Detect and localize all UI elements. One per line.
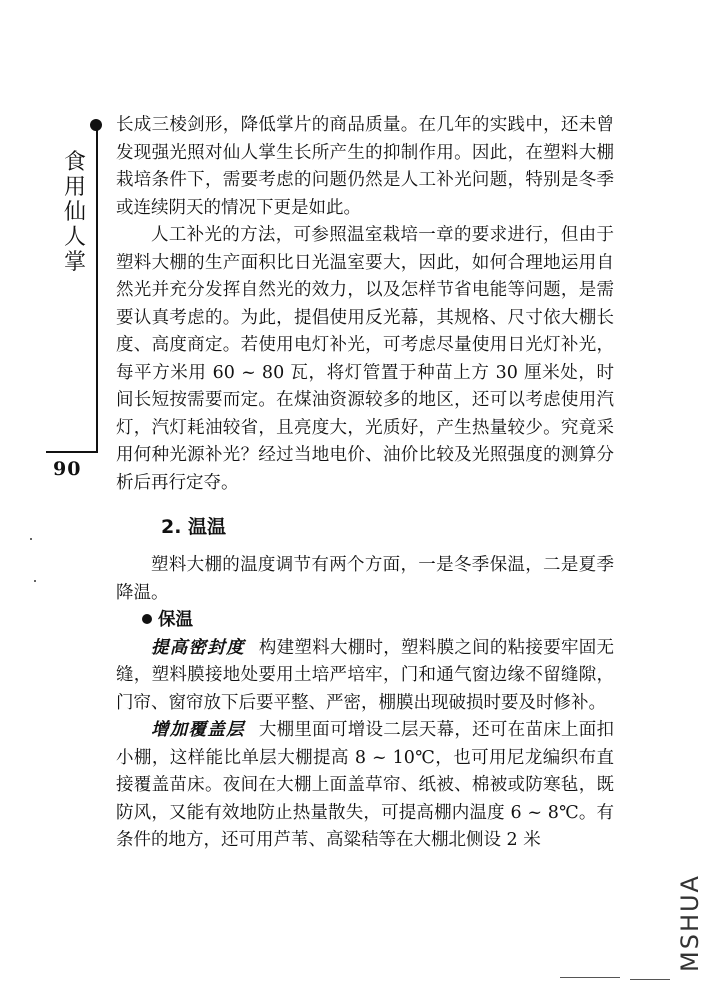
item-seal: [116, 635, 614, 718]
scan-speck: [30, 538, 32, 540]
margin-rule: [96, 120, 98, 452]
bottom-mark: [630, 979, 670, 980]
watermark: MSHUA: [676, 874, 704, 972]
page-number: 90: [53, 458, 82, 480]
paragraph-supplemental-light: 人工补光的方法，可参照温室栽培一章的要求进行，但由于塑料大棚的生产面积比日光温室要大，因此，如何合理地运用自然光并充分发挥自然光的效力，以及怎样节省电能等问题，是需要认真考虑的。为此，提倡使用反光幕，其规格、尺寸依大棚长度、高度商定。若使用电灯补光，可考虑尽量使用日光灯补光，每平方米用 60 ~ 80 瓦，将灯管置于种苗上方 30 厘米处，时间长短按需要而定。在煤油资源较多的地区，还可以考虑使用汽灯，汽灯耗油较省，且亮度大，光质好，产生热量较少。究竟采用何种光源补光？经过当地电价、油价比较及光照强度的测算分析后再行定夺。: [116, 225, 614, 493]
subheading-keep-warm: [142, 607, 614, 635]
item-text: 大棚里面可增设二层天幕，还可在苗床上面扣小棚，这样能比单层大棚提高 8 ~ 10℃，也可用尼龙编织布直接覆盖苗床。夜间在大棚上面盖草帘、纸被、棉被或防寒毡，既防风，又能有效地防止热量散失，可提高棚内温度 6 ~ 8℃。有条件的地方，还可用芦苇、高粱秸等在大棚北侧设 2 米: [116, 720, 615, 850]
item-cover-layer: [116, 717, 614, 855]
item-term: 增加覆盖层: [151, 720, 245, 740]
body-text: [116, 112, 614, 855]
subheading-label: 保温: [158, 610, 193, 630]
item-text: 构建塑料大棚时，塑料膜之间的粘接要牢固无缝，塑料膜接地处要用土培严培牢，门和通气窗边缘不留缝隙，门帘、窗帘放下后要平整、严密，棚膜出现破损时要及时修补。: [116, 637, 615, 713]
scan-speck: [34, 580, 36, 582]
item-term: 提高密封度: [151, 637, 245, 658]
bullet-icon: [142, 614, 152, 624]
bottom-mark: [560, 977, 620, 978]
running-head: 食用仙人掌: [63, 150, 86, 275]
section-intro: 塑料大棚的温度调节有两个方面，一是冬季保温，二是夏季降温。: [116, 555, 614, 603]
paragraph-continued: 长成三棱剑形，降低掌片的商品质量。在几年的实践中，还未曾发现强光照对仙人掌生长所产生的抑制作用。因此，在塑料大棚栽培条件下，需要考虑的问题仍然是人工补光问题，特别是冬季或连续阴天的情况下更是如此。: [116, 115, 614, 218]
section-heading: 2. 温温: [161, 516, 227, 538]
margin-foot-rule: [46, 451, 98, 453]
